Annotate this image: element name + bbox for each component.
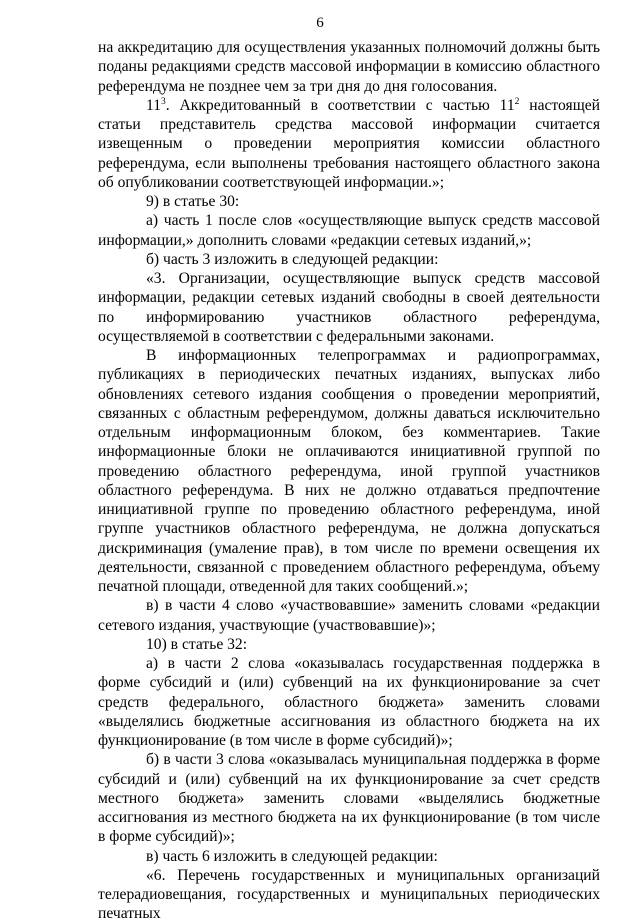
paragraph-item-10c: в) часть 6 изложить в следующей редакции: <box>146 847 438 865</box>
page-number: 6 <box>316 15 324 31</box>
paragraph-accredited-representative: $11^3$. Аккредитованный в соответствии с частью $11^2$ настоящей статьи представитель средства массовой информации считается извещенным о проведении мероприятия комиссии областного референдума, если выполнены требования настоящего областного закона об опубликовании соответствующей информации.»; <box>98 96 600 191</box>
paragraph-item-9c: в) в части 4 слово «участвовавшие» заменить словами «редакции сетевого издания, участвующие (участвовавшие)»; <box>98 597 600 634</box>
paragraph-accreditation-deadline: на аккредитацию для осуществления указанных полномочий должны быть поданы редакциями средств массовой информации в комиссию областного референдума не позднее чем за три дня до дня голосования. <box>98 39 600 95</box>
superscript-part: 2 <box>514 96 520 107</box>
document-body <box>98 38 600 924</box>
paragraph-item-9a: а) часть 1 после слов «осуществляющие выпуск средств массовой информации,» дополнить словами «редакции сетевых изданий,»; <box>98 212 600 249</box>
paragraph-item-9: 9) в статье 30: <box>146 193 240 210</box>
part-number: $11^3$ <box>146 96 166 114</box>
paragraph-item-10b: б) в части 3 слова «оказывалась муниципальная поддержка в форме субсидий и (или) субвенций на их функционирование за счет средств местного бюджета» заменить словами «выделялись бюджетные ассигнования из местного бюджета на их функционирование (в том числе в форме субсидий)»; <box>98 751 600 846</box>
paragraph-item-10a: а) в части 2 слова «оказывалась государственная поддержка в форме субсидий и (или) субвенций на их функционирование за счет средств федерального, областного бюджета» заменить словами «выделялись бюджетные ассигнования из областного бюджета на их функционирование (в том числе в форме субсидий)»; <box>98 655 600 749</box>
paragraph-item-10: 10) в статье 32: <box>146 635 248 653</box>
paragraph-item-9b: б) часть 3 изложить в следующей редакции: <box>146 250 439 268</box>
paragraph-information-blocks: В информационных телепрограммах и радиопрограммах, публикациях в периодических печатных изданиях, выпусках либо обновлениях сетевого издания сообщения о проведении мероприятий, связанных с областным референдумом, должны даваться исключительно отдельным информационным блоком, без комментариев. Такие информационные блоки не оплачиваются инициативной группой по проведению областного референдума, иной группой участников областного референдума. В них не должно отдаваться предпочтение инициативной группе по проведению областного референдума, иной группе участников областного референдума, не должна допускаться дискриминация (умаление прав), в том числе по времени освещения их деятельности, связанной с проведением областного референдума, объему печатной площади, отведенной для таких сообщений.»; <box>98 347 600 595</box>
paragraph-part-3-text: «3. Организации, осуществляющие выпуск средств массовой информации, редакции сетевых изданий свободны в своей деятельности по информированию участников областного референдума, осуществляемой в соответствии с федеральными законами. <box>98 270 600 345</box>
paragraph-part-6-text: «6. Перечень государственных и муниципальных организаций телерадиовещания, государственных и муниципальных периодических печатных <box>98 866 600 923</box>
